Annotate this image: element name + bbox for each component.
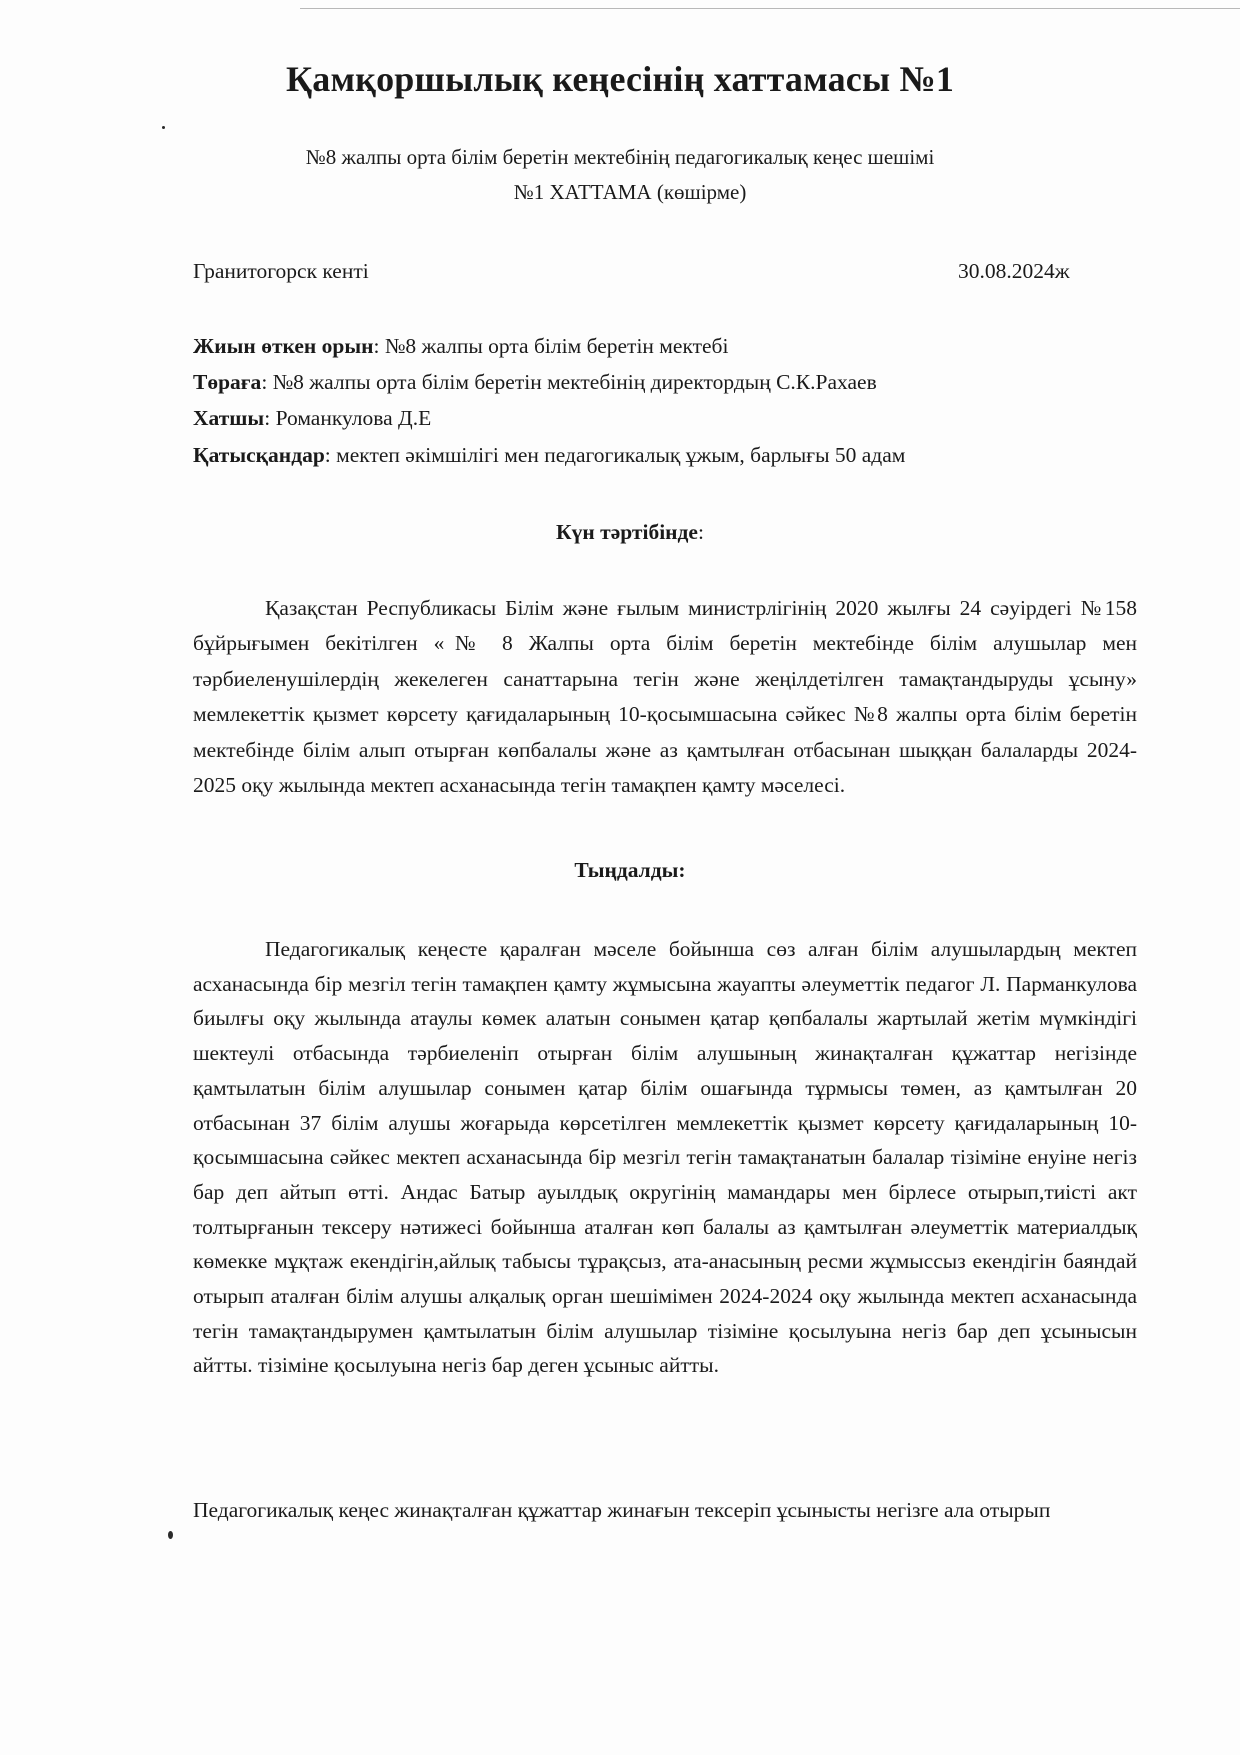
meeting-date: 30.08.2024ж xyxy=(958,259,1070,283)
info-secretary xyxy=(193,406,431,431)
scan-speck xyxy=(162,126,165,129)
info-chair-label: Төраға xyxy=(193,370,262,394)
closing-paragraph: Педагогикалық кеңес жинақталған құжаттар жинағын тексеріп ұсынысты негізге ала отырып xyxy=(193,1498,1051,1522)
protocol-number: №1 ХАТТАМА (көшірме) xyxy=(513,180,747,204)
info-venue-value: : №8 жалпы орта білім беретін мектебі xyxy=(373,334,729,358)
info-venue-label: Жиын өткен орын xyxy=(193,334,374,358)
agenda-paragraph: Қазақстан Республикасы Білім және ғылым министрлігінің 2020 жылғы 24 сәуірдегі №158 бұйрығымен бекітілген «№ 8 Жалпы орта білім беретін мектебінде білім алушылар мен тәрбиеленушілердің жекелеген санаттарына тегін және жеңілдетілген тамақтандыруды ұсыну» мемлекеттік қызмет көрсету қағидаларының 10-қосымшасына сәйкес №8 жалпы орта білім беретін мектебінде білім алып отырған көпбалалы және аз қамтылған отбасынан шыққан балаларды 2024-2025 оқу жылында мектеп асханасында тегін тамақпен қамту мәселесі. xyxy=(193,596,1137,798)
info-secretary-value: : Романкулова Д.Е xyxy=(264,406,432,430)
scan-edge-line xyxy=(300,8,1240,9)
info-participants-value: : мектеп әкімшілігі мен педагогикалық ұжым, барлығы 50 адам xyxy=(324,443,906,467)
document-title: Қамқоршылық кеңесінің хаттамасы №1 xyxy=(285,59,955,99)
agenda-heading xyxy=(10,520,1240,545)
document-subtitle: №8 жалпы орта білім беретін мектебінің педагогикалық кеңес шешімі xyxy=(305,145,935,169)
info-participants-label: Қатысқандар xyxy=(193,443,325,467)
info-chair-value: : №8 жалпы орта білім беретін мектебінің директордың С.К.Рахаев xyxy=(261,370,877,394)
info-venue xyxy=(193,334,728,359)
info-secretary-label: Хатшы xyxy=(193,406,265,430)
meeting-place: Гранитогорск кенті xyxy=(193,259,369,283)
agenda-heading-text: Күн тәртібінде xyxy=(556,520,698,544)
heard-paragraph: Педагогикалық кеңесте қаралған мәселе бойынша сөз алған білім алушылардың мектеп асханасында бір мезгіл тегін тамақпен қамту жұмысына жауапты әлеуметтік педагог Л. Парманкулова биылғы оқу жылында атаулы көмек алатын сонымен қатар қөпбалалы жартылай жетім мүмкіндігі шектеулі отбасында тәрбиеленіп отырған білім алушының жинақталған құжаттар негізінде қамтылатын білім алушылар сонымен қатар білім ошағында тұрмысы төмен, аз қамтылған 20 отбасынан 37 білім алушы жоғарыда көрсетілген мемлекеттік қызмет көрсету қағидаларының 10-қосымшасына сәйкес мектеп асханасында бір мезгіл тегін тамақтанатын балалар тізіміне енуіне негіз бар деп айтып өтті. Андас Батыр ауылдық округінің мамандары мен бірлесе отырып,тиісті акт толтырғанын тексеру нәтижесі бойынша аталған көп балалы аз қамтылған әлеуметтік материалдық көмекке мұқтаж екендігін,айлық табысы тұрақсыз, ата-анасының ресми жұмыссыз екендігін баяндай отырып аталған білім алушы алқалық орган шешімімен 2024-2024 оқу жылында мектеп асханасында тегін тамақтандырумен қамтылатын білім алушылар тізіміне қосылуына негіз бар деп ұсынысын айтты. тізіміне қосылуына негіз бар деген ұсыныс айтты. xyxy=(193,937,1137,1378)
heard-heading: Тыңдалды: xyxy=(574,858,686,882)
agenda-heading-colon: : xyxy=(697,520,704,544)
info-chair xyxy=(193,370,877,395)
info-participants xyxy=(193,443,905,468)
scan-speck xyxy=(168,1531,173,1539)
